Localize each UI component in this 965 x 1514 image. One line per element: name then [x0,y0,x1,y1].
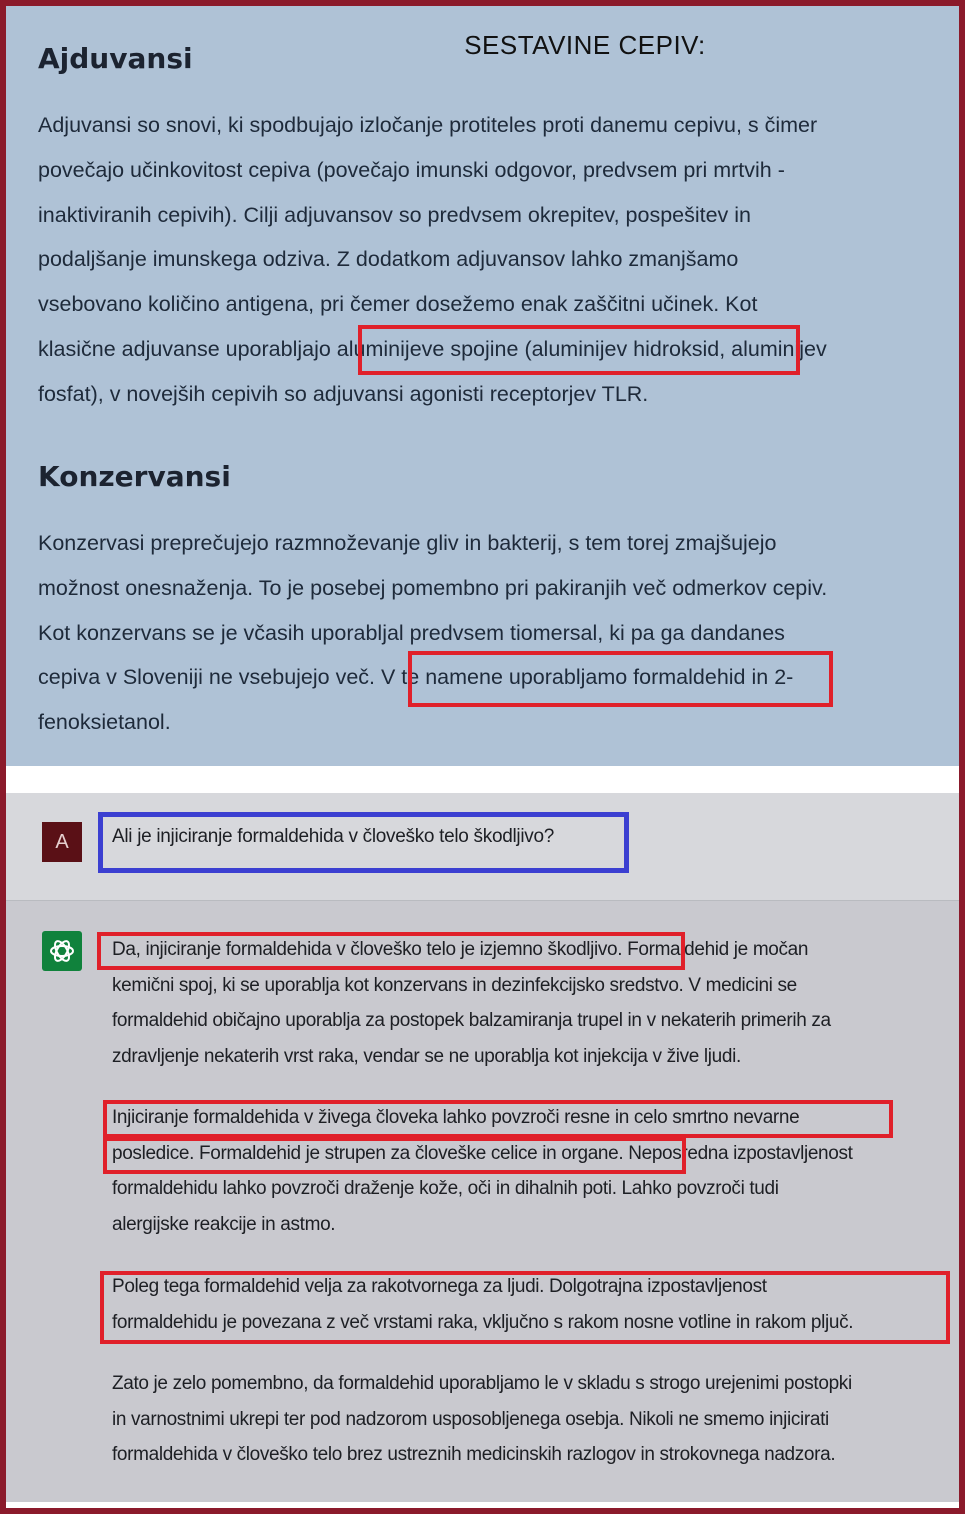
text-line: podaljšanje imunskega odziva. Z dodatkom adjuvansov lahko zmanjšamo [38,247,739,272]
user-avatar: A [42,822,82,862]
page-title: SESTAVINE CEPIV: [464,30,706,60]
text-line: kemični spoj, ki se uporablja kot konzervans in dezinfekcijsko sredstvo. V medicini se [112,974,797,996]
assistant-paragraph-4 [112,1366,952,1473]
assistant-paragraph-3 [112,1269,952,1340]
assistant-paragraph-1 [112,932,952,1075]
text-line: formaldehid običajno uporablja za postopek balzamiranja trupel in v nekaterih primerih za [112,1010,831,1032]
text-line: Kot konzervans se je včasih uporabljal predvsem tiomersal, ki pa ga dandanes [38,620,785,645]
assistant-paragraph-2 [112,1100,952,1243]
separator [6,766,959,793]
openai-logo-icon [47,936,77,966]
text-line: Da, injiciranje formaldehida v človeško telo je izjemno škodljivo. Formaldehid je močan [112,939,809,960]
text-line: formaldehidu je povezana z več vrstami raka, vključno s rakom nosne votline in rakom pljuč. [112,1311,854,1333]
text-line: vsebovano količino antigena, pri čemer dosežemo enak zaščitni učinek. Kot [38,292,758,317]
assistant-avatar [42,931,82,971]
text-line: klasične adjuvanse uporabljajo aluminijeve spojine (aluminijev hidroksid, aluminijev [38,336,827,361]
text-line: Konzervasi preprečujejo razmnoževanje gliv in bakterij, s tem torej zmajšujejo [38,531,777,555]
text-line: Poleg tega formaldehid velja za rakotvornega za ljudi. Dolgotrajna izpostavljenost [112,1276,767,1297]
user-message-text: Ali je injiciranje formaldehida v človeško telo škodljivo? [112,826,554,847]
preservatives-heading: Konzervansi [38,460,231,493]
text-line: inaktiviranih cepivih). Cilji adjuvansov so predvsem okrepitev, pospešitev in [38,202,752,227]
text-line: Adjuvansi so snovi, ki spodbujajo izločanje protiteles proti danemu cepivu, s čimer [38,113,818,137]
text-line: in varnostnimi ukrepi ter pod nadzorom usposobljenega osebja. Nikoli ne smemo injicirati [112,1408,829,1430]
preservatives-paragraph [38,521,938,745]
text-line: povečajo učinkovitost cepiva (povečajo imunski odgovor, predvsem pri mrtvih - [38,157,785,182]
text-line: fenoksietanol. [38,710,171,735]
text-line: Zato je zelo pomembno, da formaldehid uporabljamo le v skladu s strogo urejenimi postopki [112,1373,852,1394]
text-line: zdravljenje nekaterih vrst raka, vendar se ne uporablja kot injekcija v žive ljudi. [112,1046,741,1068]
text-line: cepiva v Sloveniji ne vsebujejo več. V te namene uporabljamo formaldehid in 2- [38,665,794,690]
text-line: fosfat), v novejših cepivih so adjuvansi agonisti receptorjev TLR. [38,381,649,406]
text-line: Injiciranje formaldehida v živega človeka lahko povzroči resne in celo smrtno nevarne [112,1107,800,1128]
text-line: formaldehidu lahko povzroči draženje kože, oči in dihalnih poti. Lahko povzroči tudi [112,1178,779,1200]
text-line: formaldehida v človeško telo brez ustreznih medicinskih razlogov in strokovnega nadzora. [112,1444,836,1466]
adjuvants-heading: Ajduvansi [38,42,193,75]
adjuvants-paragraph [38,103,938,417]
text-line: alergijske reakcije in astmo. [112,1214,336,1236]
text-line: posledice. Formaldehid je strupen za človeške celice in organe. Neposredna izpostavljenost [112,1142,853,1164]
text-line: možnost onesnaženja. To je posebej pomembno pri pakiranjih več odmerkov cepiv. [38,575,828,600]
